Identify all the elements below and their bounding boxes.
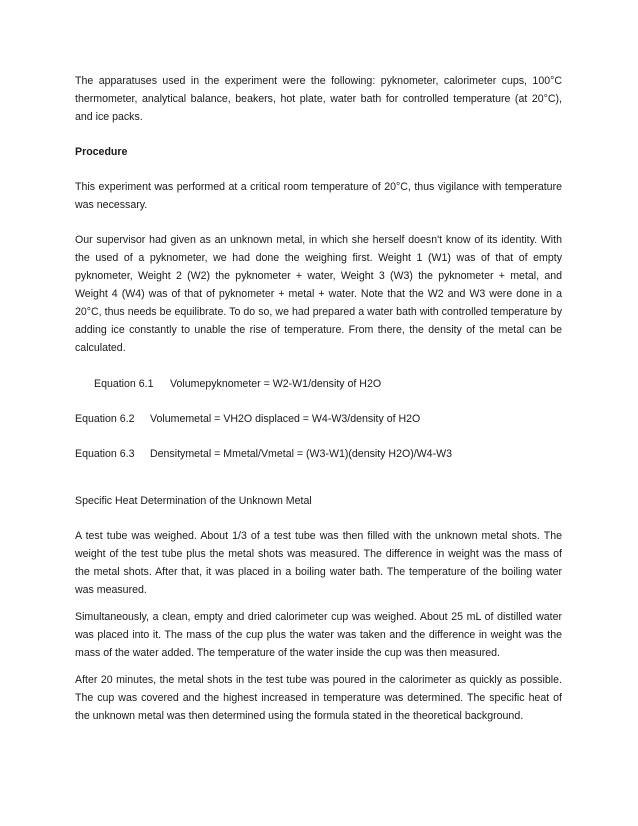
equation-label: Equation 6.1 <box>94 378 154 390</box>
intro-paragraph: The apparatuses used in the experiment were the following: pyknometer, calorimeter cups, 100°C thermometer, analytical balance, beakers, hot plate, water bath for controlled temperature (at 20°C), and ice packs. <box>75 75 562 123</box>
document-body <box>75 72 562 725</box>
procedure-heading: Procedure <box>75 146 128 158</box>
equation-formula: Volumepyknometer = W2-W1/density of H2O <box>170 378 382 390</box>
equation-formula: Densitymetal = Mmetal/Vmetal = (W3-W1)(density H2O)/W4-W3 <box>150 448 452 460</box>
equation-formula: Volumemetal = VH2O displaced = W4-W3/density of H2O <box>150 413 421 425</box>
equation-label: Equation 6.2 <box>75 413 135 425</box>
equation-6-1 <box>75 375 562 393</box>
specific-heat-heading: Specific Heat Determination of the Unknown Metal <box>75 495 312 507</box>
procedure-paragraph-2: Our supervisor had given as an unknown metal, in which she herself doesn't know of its identity. With the used of a pyknometer, we had done the weighing first. Weight 1 (W1) was of that of empty pyknometer, Weight 2 (W2) the pyknometer + water, Weight 3 (W3) the pyknometer + metal, and Weight 4 (W4) was of that of pyknometer + metal + water. Note that the W2 and W3 were done in a 20°C, thus needs be equilibrate. To do so, we had prepared a water bath with controlled temperature by adding ice constantly to unable the rise of temperature. From there, the density of the metal can be calculated. <box>75 234 562 354</box>
equation-label: Equation 6.3 <box>75 448 135 460</box>
specific-heat-paragraph-2: Simultaneously, a clean, empty and dried calorimeter cup was weighed. About 25 mL of distilled water was placed into it. The mass of the cup plus the water was taken and the difference in weight was the mass of the water added. The temperature of the water inside the cup was then measured. <box>75 611 562 659</box>
procedure-paragraph-1: This experiment was performed at a critical room temperature of 20°C, thus vigilance with temperature was necessary. <box>75 181 562 211</box>
specific-heat-paragraph-3: After 20 minutes, the metal shots in the test tube was poured in the calorimeter as quickly as possible. The cup was covered and the highest increased in temperature was determined. The specific heat of the unknown metal was then determined using the formula stated in the theoretical background. <box>75 674 562 722</box>
specific-heat-paragraph-1: A test tube was weighed. About 1/3 of a test tube was then filled with the unknown metal shots. The weight of the test tube plus the metal shots was measured. The difference in weight was the mass of the metal shots. After that, it was placed in a boiling water bath. The temperature of the boiling water was measured. <box>75 530 562 596</box>
equation-6-2 <box>75 410 562 428</box>
equation-6-3 <box>75 445 562 463</box>
